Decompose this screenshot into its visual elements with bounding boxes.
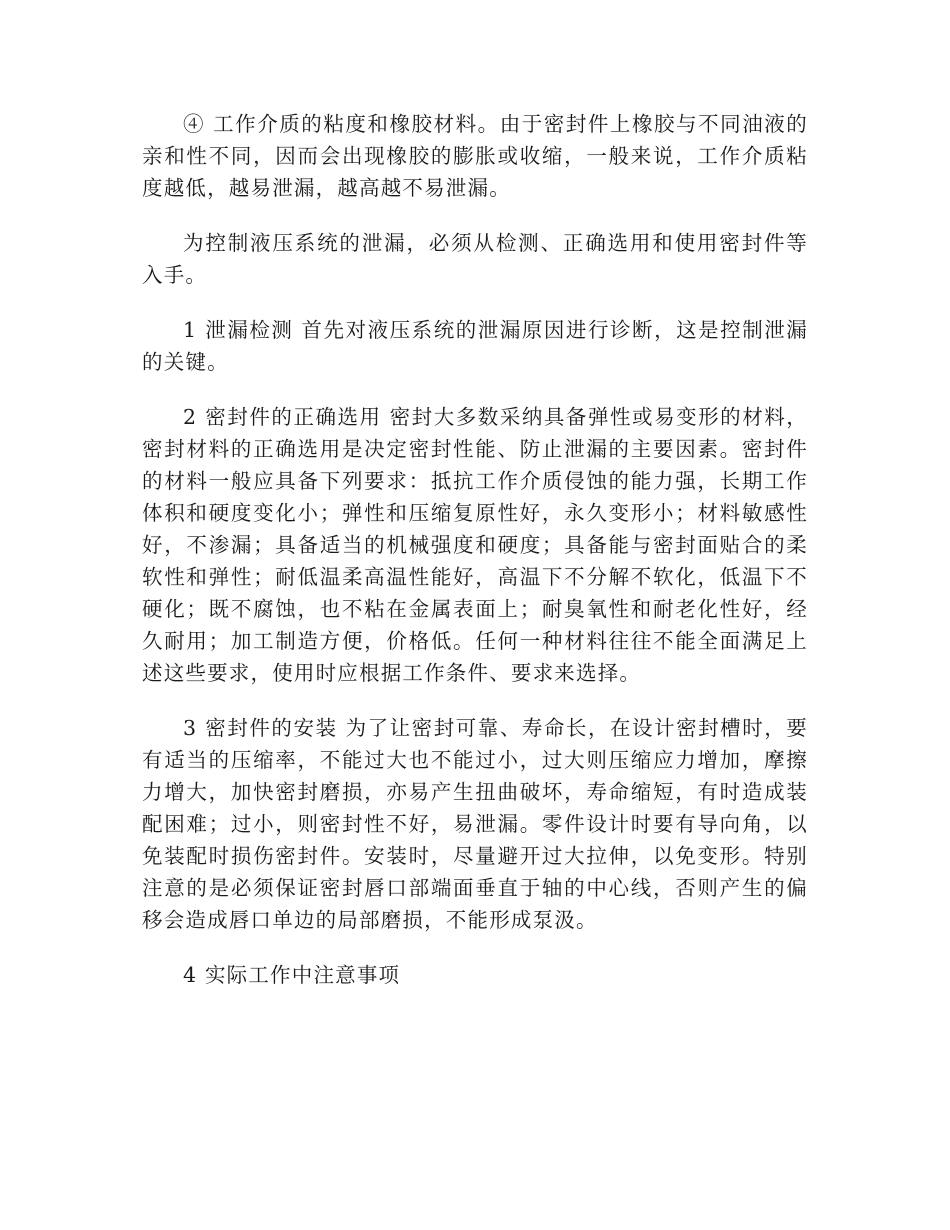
paragraph-seal-selection: 2 密封件的正确选用 密封大多数采纳具备弹性或易变形的材料，密封材料的正确选用是决定密封性能、防止泄漏的主要因素。密封件的材料一般应具备下列要求：抵抗工作介质侵蚀的能力强，长期工作体积和硬度变化小；弹性和压缩复原性好，永久变形小；材料敏感性好，不渗漏；具备适当的机械强度和硬度；具备能与密封面贴合的柔软性和弹性；耐低温柔高温性能好，高温下不分解不软化，低温下不硬化；既不腐蚀，也不粘在金属表面上；耐臭氧性和耐老化性好，经久耐用；加工制造方便，价格低。任何一种材料往往不能全面满足上述这些要求，使用时应根据工作条件、要求来选择。 [142, 405, 808, 685]
paragraph-practical-notes: 4 实际工作中注意事项 [183, 963, 401, 987]
paragraph-seal-installation: 3 密封件的安装 为了让密封可靠、寿命长，在设计密封槽时，要有适当的压缩率，不能过大也不能过小，过大则压缩应力增加，摩擦力增大，加快密封磨损，亦易产生扭曲破坏，寿命缩短，有时造成装配困难；过小，则密封性不好，易泄漏。零件设计时要有导向角，以免装配时损伤密封件。安装时，尽量避开过大拉伸，以免变形。特别注意的是必须保证密封唇口部端面垂直于轴的中心线，否则产生的偏移会造成唇口单边的局部磨损，不能形成泵汲。 [142, 716, 808, 932]
paragraph-leak-detection: 1 泄漏检测 首先对液压系统的泄漏原因进行诊断，这是控制泄漏的关键。 [142, 318, 808, 374]
paragraph-leak-control-intro: 为控制液压系统的泄漏，必须从检测、正确选用和使用密封件等入手。 [142, 231, 808, 287]
paragraph-medium-viscosity: ④ 工作介质的粘度和橡胶材料。由于密封件上橡胶与不同油液的亲和性不同，因而会出现橡胶的膨胀或收缩，一般来说，工作介质粘度越低，越易泄漏，越高越不易泄漏。 [142, 112, 808, 200]
